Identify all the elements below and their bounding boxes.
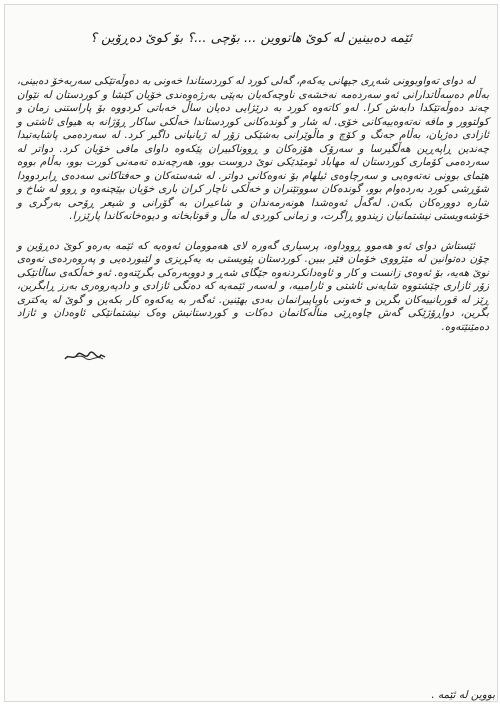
ink-scribble: [63, 351, 107, 363]
paragraph-1: لە دوای تەواوبوونی شەڕی جیهانی یەکەم، گەلی کورد لە کوردستاندا خەونی بە دەوڵەتێکی سەربەخۆ دەبینی، بەڵام دەسەڵاتدارانی ئەو سەردەمە نەخشەی ناوچەکەیان بەپێی بەرژەوەندی خۆیان کێشا و کوردستان لە نێوان چەند دەوڵەتێکدا دابەش کرا. لەو کاتەوە کورد بە درێژایی دەیان ساڵ خەباتی کردووە بۆ پاراستنی زمان و کولتوور و مافە نەتەوەییەکانی خۆی. لە شار و گوندەکانی کوردستاندا خەڵکی ساکار ڕۆژانە بە هیوای ئاشتی و ئازادی دەژیان، بەڵام جەنگ و کۆچ و ماڵوێرانی بەشێکی زۆر لە ژیانیانی داگیر کرد. لە سەردەمی پاشایەتیدا چەندین ڕاپەڕین هەڵگیرسا و سەرۆک هۆزەکان و ڕووناکبیران پێکەوە داوای مافی خۆیان کرد. دواتر لە سەردەمی کۆماری کوردستان لە مهاباد ئومێدێکی نوێ دروست بوو، هەرچەندە تەمەنی کورت بوو، بەڵام بووە هێمای بوونی نەتەوەیی و سەرچاوەی ئیلهام بۆ نەوەکانی دواتر. لە شەستەکان و حەفتاکانی سەدەی ڕابردوودا شۆڕشی کورد بەردەوام بوو، گوندەکان سووتێنران و خەڵکی ناچار کران باری خۆیان بپێچنەوە و ڕوو لە شاخ و شارە دوورەکان بکەن. لەگەڵ ئەوەشدا هونەرمەندان و شاعیران بە گۆرانی و شیعر ڕۆحی بەرگری و خۆشەویستی نیشتمانیان زیندوو ڕاگرت، و زمانی کوردی لە ماڵ و قوتابخانە و دیوەخانەکاندا پارێزرا.: [17, 75, 489, 222]
page-title: ئێمە دەبینین لە کوێ هاتووین ... بۆچی ...؟ بۆ کوێ دەڕۆین ؟: [90, 31, 412, 46]
closing-line: بووین لە ئێمە .: [431, 689, 495, 701]
page-body: [17, 75, 489, 338]
paragraph-2: ئێستاش دوای ئەو هەموو ڕووداوە، پرسیاری گەورە لای هەموومان ئەوەیە کە ئێمە بەرەو کوێ دەڕۆین و چۆن دەتوانین لە مێژووی خۆمان فێر ببین. کوردستان پێویستی بە یەکڕیزی و لێبوردەیی و پەروەردەی نەوەی نوێ هەیە، بۆ ئەوەی زانست و کار و ئاوەدانکردنەوە جێگای شەڕ و دووبەرەکی بگرێتەوە. ئەو خەڵکەی ساڵانێکی زۆر ئازاری چێشتووە شایەنی ئاشتی و ئارامییە، و لەسەر ئێمەیە کە دەنگی ئازادی و دادپەروەری بەرز ڕابگرین، ڕێز لە قوربانییەکان بگرین و خەونی باوباپیرانمان بەدی بهێنین. ئەگەر بە یەکەوە کار بکەین و گوێ لە یەکتری بگرین، دواڕۆژێکی گەش چاوەڕێی مناڵەکانمان دەکات و کوردستانیش وەک نیشتمانێکی ئاوەدان و ئازاد دەمێنێتەوە.: [17, 239, 489, 333]
handwritten-page: [4, 4, 498, 702]
